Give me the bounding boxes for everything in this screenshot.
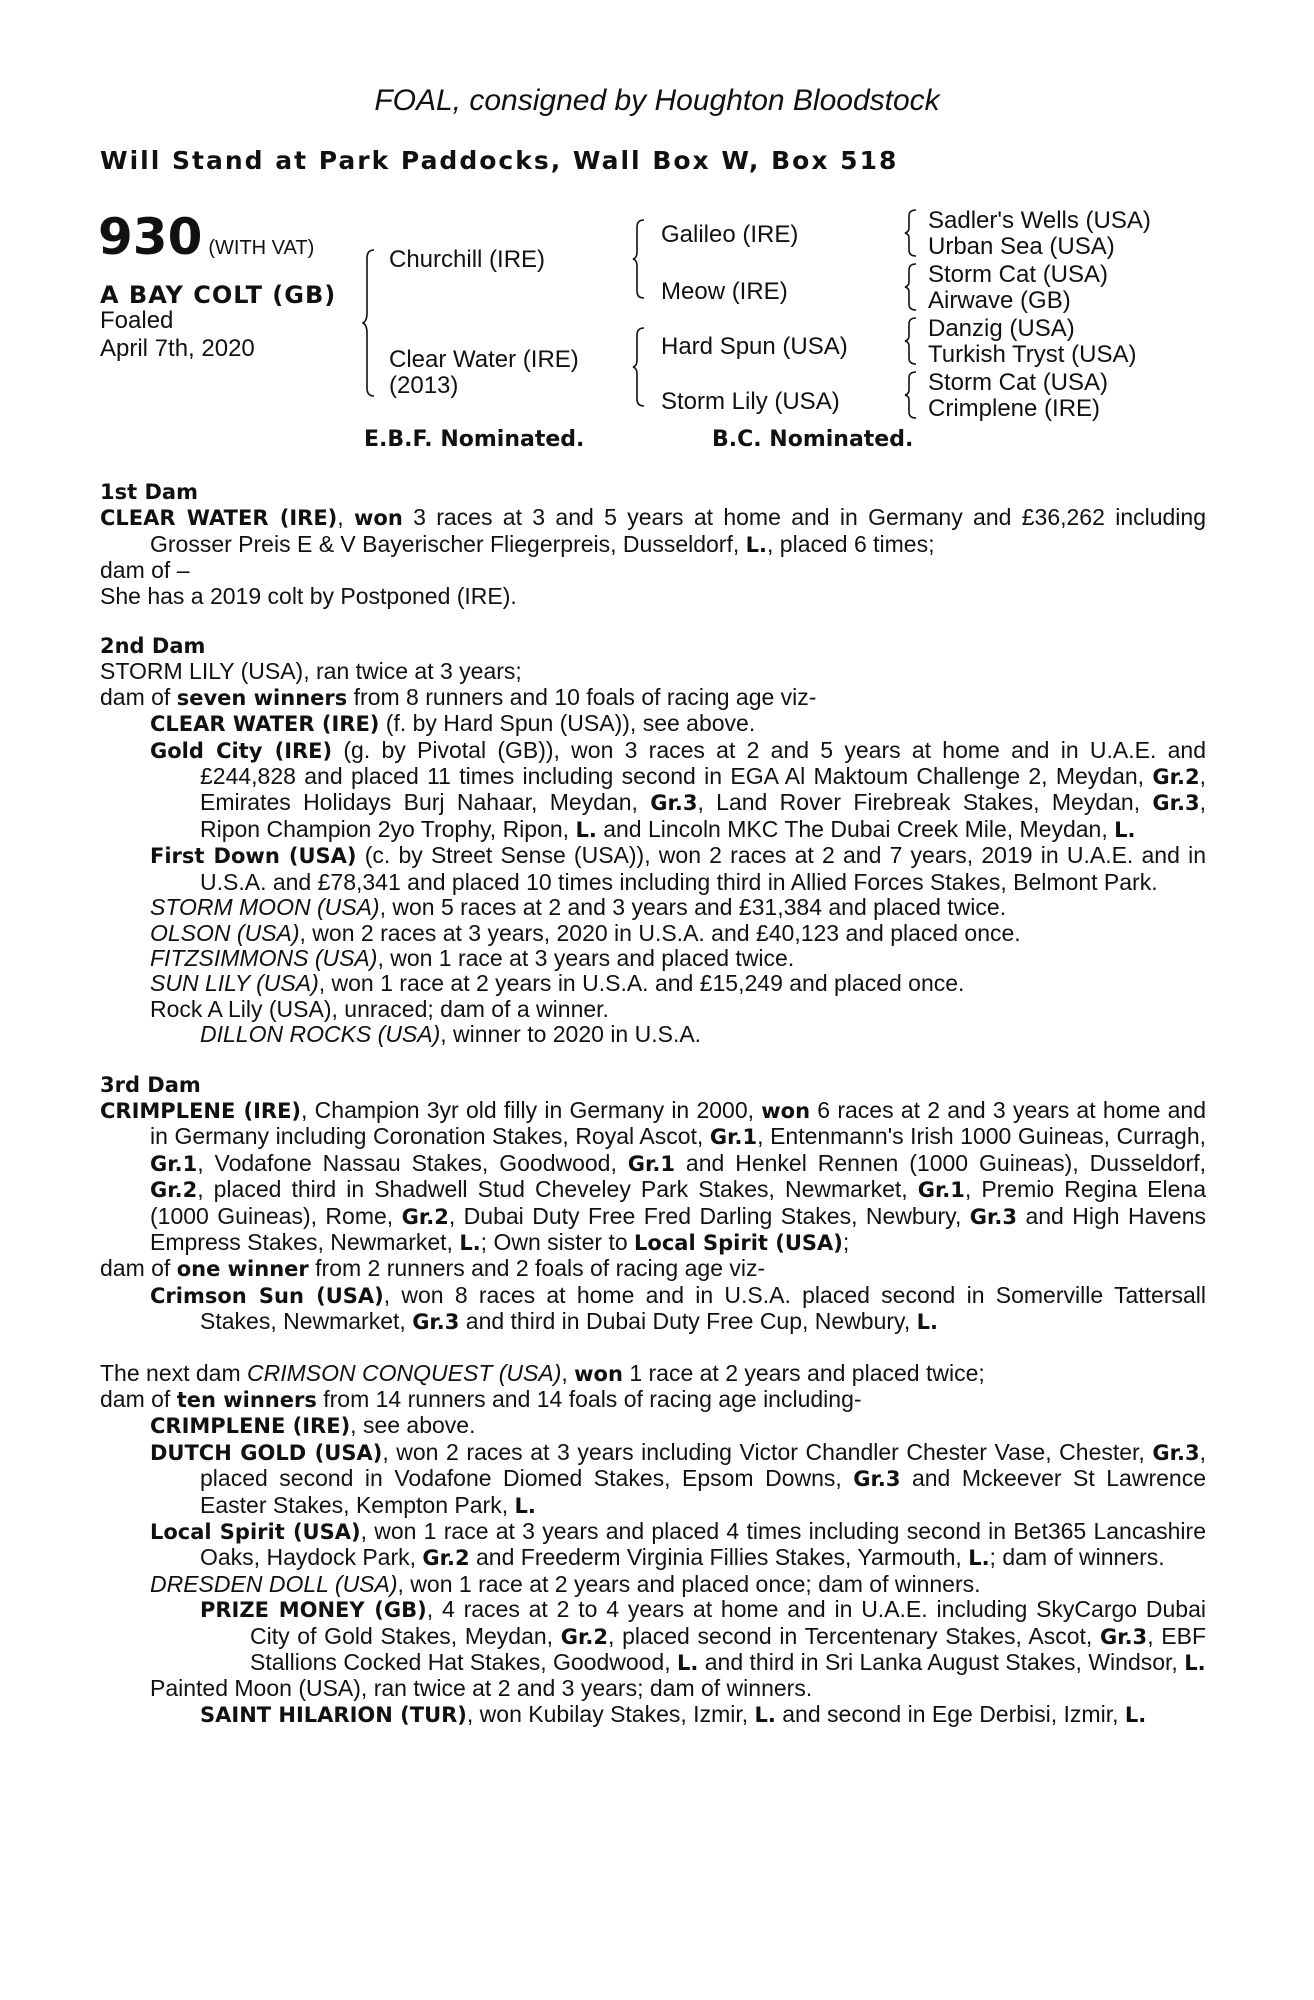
produce-name: FITZSIMMONS (USA)	[150, 944, 378, 971]
won-label: won	[574, 1361, 623, 1386]
grade-label: Gr.3	[1152, 1440, 1200, 1465]
damof-suffix: from 2 runners and 2 foals of racing age viz-	[308, 1255, 766, 1282]
produce-entry	[150, 843, 1206, 895]
produce-text: , won 2 races at 3 years, 2020 in U.S.A. and £40,123 and placed once.	[299, 919, 1021, 946]
listed-label: L.	[916, 1310, 938, 1335]
produce-name: Crimson Sun (USA)	[150, 1283, 384, 1308]
pedigree-g7: Storm Cat (USA)	[928, 369, 1109, 396]
produce-name: SUN LILY (USA)	[150, 970, 319, 997]
entry-text: , Dubai Duty Free Fred Darling Stakes, Newbury,	[448, 1202, 970, 1229]
grade-label: Gr.2	[401, 1204, 449, 1229]
entry-text: , placed third in Shadwell Stud Cheveley Park Stakes, Newmarket,	[197, 1176, 918, 1203]
produce-name: PRIZE MONEY (GB)	[200, 1598, 427, 1623]
grade-label: Gr.3	[1099, 1624, 1148, 1649]
listed-label: L.	[514, 1493, 536, 1518]
second-dam-line: STORM LILY (USA), ran twice at 3 years;	[100, 658, 522, 685]
produce-entry	[150, 946, 1206, 971]
produce-text: , won 1 race at 2 years in U.S.A. and £15,249 and placed once.	[318, 970, 965, 997]
produce-text: , won 5 races at 2 and 3 years and £31,384 and placed twice.	[379, 894, 1007, 921]
third-dam-name: CRIMPLENE (IRE)	[100, 1098, 302, 1123]
pedigree-g6: Turkish Tryst (USA)	[928, 341, 1137, 368]
produce-name: Gold City (IRE)	[150, 738, 333, 763]
produce-name: DILLON ROCKS (USA)	[200, 1021, 441, 1048]
produce-text: and third in Dubai Duty Free Cup, Newbury,	[459, 1308, 917, 1335]
pedigree-g8: Crimplene (IRE)	[928, 395, 1101, 422]
damof-prefix: dam of	[100, 1386, 177, 1412]
second-dam-damof	[100, 685, 1206, 711]
pedigree-sire-sire: Galileo (IRE)	[661, 221, 799, 248]
produce-record	[100, 480, 1206, 1728]
produce-entry	[150, 971, 1206, 996]
entry-text: , Premio Regina Elena (1000 Guineas), Rome,	[150, 1176, 1206, 1229]
foaled-date: April 7th, 2020	[100, 335, 255, 362]
entry-text: and Henkel Rennen (1000 Guineas), Dusseldorf,	[675, 1149, 1206, 1176]
listed-label: L.	[754, 1702, 776, 1727]
grade-label: Gr.2	[1152, 765, 1200, 790]
winners-count: seven winners	[176, 685, 348, 710]
produce-text: , won 8 races at home and in U.S.A. placed second in Somerville Tattersall Stakes, Newmarket,	[200, 1281, 1206, 1335]
pedigree-g5: Danzig (USA)	[928, 315, 1075, 342]
pedigree-dam-sire: Hard Spun (USA)	[661, 333, 848, 360]
pedigree-dam-year: (2013)	[389, 372, 459, 399]
produce-text: and second in Ege Derbisi, Izmir,	[775, 1700, 1125, 1727]
listed-label: L.	[968, 1546, 990, 1571]
produce-text: (f. by Hard Spun (USA)), see above.	[379, 710, 756, 737]
sire-dam-brace	[362, 248, 376, 398]
produce-entry	[150, 1572, 1206, 1597]
horse-description: A BAY COLT (GB)	[100, 281, 337, 309]
produce-text: , see above.	[350, 1412, 476, 1439]
third-dam-heading: 3rd Dam	[100, 1072, 201, 1097]
pedigree-sire-dam: Meow (IRE)	[661, 278, 788, 305]
entry-text: , Vodafone Nassau Stakes, Goodwood,	[197, 1149, 628, 1176]
produce-text: and Lincoln MKC The Dubai Creek Mile, Meydan,	[596, 815, 1115, 842]
foaled-info	[100, 307, 255, 363]
first-dam-text: 3 races at 3 and 5 years at home and in Germany and £36,262 including Grosser Preis E & V Bayerischer Fliegerpreis, Dusseldorf,	[150, 504, 1206, 557]
damof-suffix: from 8 runners and 10 foals of racing age viz-	[347, 683, 817, 710]
first-dam-text2: , placed 6 times;	[767, 530, 935, 557]
sire-brace	[632, 218, 646, 300]
grade-label: Gr.1	[917, 1178, 965, 1203]
produce-text: , Land Rover Firebreak Stakes, Meydan,	[697, 789, 1153, 816]
sister-name: Local Spirit (USA)	[634, 1230, 843, 1255]
grade-label: Gr.1	[627, 1151, 675, 1176]
pedigree-sire: Churchill (IRE)	[389, 246, 546, 273]
second-dam-heading: 2nd Dam	[100, 634, 206, 659]
grade-label: Gr.3	[853, 1467, 901, 1492]
winners-count: ten winners	[176, 1388, 317, 1412]
produce-entry	[200, 1702, 1206, 1728]
produce-text: (c. by Street Sense (USA)), won 2 races at 2 and 7 years, 2019 in U.A.E. and in U.S.A. and £78,341 and placed 10 times including third in Allied Forces Stakes, Belmont Park.	[200, 842, 1206, 895]
stand-location: Will Stand at Park Paddocks, Wall Box W, Box 518	[100, 146, 899, 175]
storm-lily-brace	[904, 370, 918, 420]
grade-label: Gr.3	[1152, 791, 1200, 816]
won-label: won	[761, 1098, 811, 1123]
produce-text: , placed second in Vodafone Diomed Stakes, Epsom Downs,	[200, 1438, 1206, 1492]
produce-name: DUTCH GOLD (USA)	[150, 1440, 383, 1465]
consignor-line: FOAL, consigned by Houghton Bloodstock	[374, 84, 940, 117]
produce-name: Local Spirit (USA)	[150, 1520, 361, 1545]
entry-text: and High Havens Empress Stakes, Newmarket,	[150, 1202, 1207, 1255]
produce-text: , won 1 race at 3 years and placed 4 times including second in Bet365 Lancashire Oaks, Haydock Park,	[200, 1518, 1206, 1571]
pedigree-g1: Sadler's Wells (USA)	[928, 207, 1151, 234]
produce-name: CLEAR WATER (IRE)	[150, 712, 380, 737]
produce-name: SAINT HILARION (TUR)	[200, 1702, 467, 1727]
third-dam-damof	[100, 1256, 1206, 1282]
listed-label: L.	[745, 532, 768, 557]
produce-name: First Down (USA)	[150, 844, 357, 869]
won-label: won	[354, 506, 403, 531]
pedigree-g3: Storm Cat (USA)	[928, 261, 1109, 288]
hard-spun-brace	[904, 316, 918, 366]
grade-label: Gr.1	[150, 1151, 198, 1176]
entry-text: 1 race at 2 years and placed twice;	[622, 1359, 985, 1386]
produce-text: , won 1 race at 2 years and placed once; dam of winners.	[397, 1570, 981, 1597]
listed-label: L.	[459, 1230, 481, 1255]
produce-entry	[200, 1597, 1206, 1676]
produce-name: CRIMPLENE (IRE)	[150, 1414, 351, 1439]
produce-entry	[150, 711, 1206, 737]
third-dam-entry	[100, 1098, 1206, 1256]
produce-text: and third in Sri Lanka August Stakes, Windsor,	[698, 1649, 1185, 1676]
produce-entry	[200, 1022, 1206, 1047]
winners-count: one winner	[176, 1257, 309, 1282]
lot-number: 930	[98, 208, 203, 266]
foaled-label: Foaled	[100, 307, 174, 334]
produce-text: , winner to 2020 in U.S.A.	[440, 1021, 702, 1048]
entry-text: ; Own sister to	[480, 1228, 635, 1255]
entry-text: , Entenmann's Irish 1000 Guineas, Curragh,	[757, 1123, 1207, 1150]
produce-text: , EBF Stallions Cocked Hat Stakes, Goodwood,	[250, 1622, 1207, 1676]
bc-nomination: B.C. Nominated.	[712, 427, 914, 452]
damof-prefix: dam of	[100, 1255, 177, 1282]
produce-entry: Painted Moon (USA), ran twice at 2 and 3 years; dam of winners.	[150, 1675, 813, 1702]
pedigree-g4: Airwave (GB)	[928, 287, 1071, 314]
produce-text: , 4 races at 2 to 4 years at home and in U.A.E. including SkyCargo Dubai City of Gold Stakes, Meydan,	[250, 1596, 1206, 1649]
produce-entry	[150, 738, 1206, 844]
produce-entry	[150, 895, 1206, 920]
damof-prefix: dam of	[100, 683, 177, 710]
listed-label: L.	[1114, 817, 1136, 842]
produce-entry	[150, 1413, 1206, 1439]
next-dam-entry	[100, 1361, 1206, 1387]
galileo-brace	[904, 208, 918, 258]
grade-label: Gr.1	[709, 1125, 758, 1150]
listed-label: L.	[575, 817, 597, 842]
entry-text: 6 races at 2 and 3 years at home and in Germany including Coronation Stakes, Royal Ascot,	[150, 1096, 1207, 1150]
produce-name: STORM MOON (USA)	[150, 894, 380, 921]
produce-text: , placed second in Tercentenary Stakes, Ascot,	[607, 1622, 1100, 1649]
produce-text: and Freederm Virginia Fillies Stakes, Yarmouth,	[469, 1544, 969, 1571]
produce-text: and Mckeever St Lawrence Easter Stakes, Kempton Park,	[200, 1465, 1206, 1518]
ebf-nomination: E.B.F. Nominated.	[364, 427, 585, 452]
produce-text: , Emirates Holidays Burj Nahaar, Meydan,	[200, 763, 1206, 816]
vat-note: (WITH VAT)	[208, 237, 315, 259]
produce-entry	[150, 1519, 1206, 1572]
first-dam-note: She has a 2019 colt by Postponed (IRE).	[100, 582, 517, 609]
produce-entry: Rock A Lily (USA), unraced; dam of a winner.	[150, 995, 609, 1022]
next-dam-damof	[100, 1387, 1206, 1413]
first-dam-entry: CLEAR WATER (IRE), won 3 races at 3 and 5 years at home and in Germany and £36,262 including Grosser Preis E & V Bayerischer Fliegerpreis, Dusseldorf, L., placed 6 times;	[100, 504, 1206, 557]
first-dam-name: CLEAR WATER (IRE)	[100, 506, 338, 531]
produce-entry	[150, 1440, 1206, 1519]
produce-text: (g. by Pivotal (GB)), won 3 races at 2 and 5 years at home and in U.A.E. and £244,828 and placed 11 times including second in EGA Al Maktoum Challenge 2, Meydan,	[200, 736, 1206, 790]
pedigree-dam: Clear Water (IRE)	[389, 346, 579, 373]
listed-label: L.	[677, 1651, 699, 1676]
grade-label: Gr.3	[650, 791, 698, 816]
produce-text: , won 2 races at 3 years including Victor Chandler Chester Vase, Chester,	[382, 1438, 1153, 1465]
listed-label: L.	[1184, 1651, 1206, 1676]
produce-text: , won 1 race at 3 years and placed twice.	[377, 944, 795, 971]
entry-text: , Champion 3yr old filly in Germany in 2000,	[301, 1096, 762, 1123]
lot-number-block	[98, 208, 314, 266]
produce-name: DRESDEN DOLL (USA)	[150, 1570, 398, 1597]
pedigree-g2: Urban Sea (USA)	[928, 233, 1115, 260]
grade-label: Gr.2	[150, 1178, 198, 1203]
meow-brace	[904, 262, 918, 312]
first-dam-heading: 1st Dam	[100, 480, 198, 504]
first-dam-damof: dam of –	[100, 557, 190, 584]
grade-label: Gr.2	[422, 1546, 470, 1571]
entry-text: ;	[842, 1228, 850, 1255]
produce-text: , won Kubilay Stakes, Izmir,	[466, 1700, 755, 1727]
produce-text: ; dam of winners.	[989, 1544, 1165, 1571]
produce-entry	[150, 921, 1206, 946]
produce-entry	[150, 1283, 1206, 1336]
produce-text: , Ripon Champion 2yo Trophy, Ripon,	[200, 789, 1206, 842]
grade-label: Gr.3	[412, 1310, 460, 1335]
next-dam-name: CRIMSON CONQUEST (USA)	[247, 1359, 562, 1386]
produce-name: OLSON (USA)	[150, 919, 300, 946]
dam-brace	[632, 326, 646, 408]
grade-label: Gr.3	[969, 1204, 1017, 1229]
listed-label: L.	[1124, 1702, 1147, 1727]
pedigree-dam-dam: Storm Lily (USA)	[661, 388, 840, 415]
entry-text: ,	[561, 1359, 575, 1386]
grade-label: Gr.2	[560, 1624, 608, 1649]
damof-suffix: from 14 runners and 14 foals of racing age including-	[316, 1386, 862, 1412]
entry-text: The next dam	[100, 1359, 248, 1386]
